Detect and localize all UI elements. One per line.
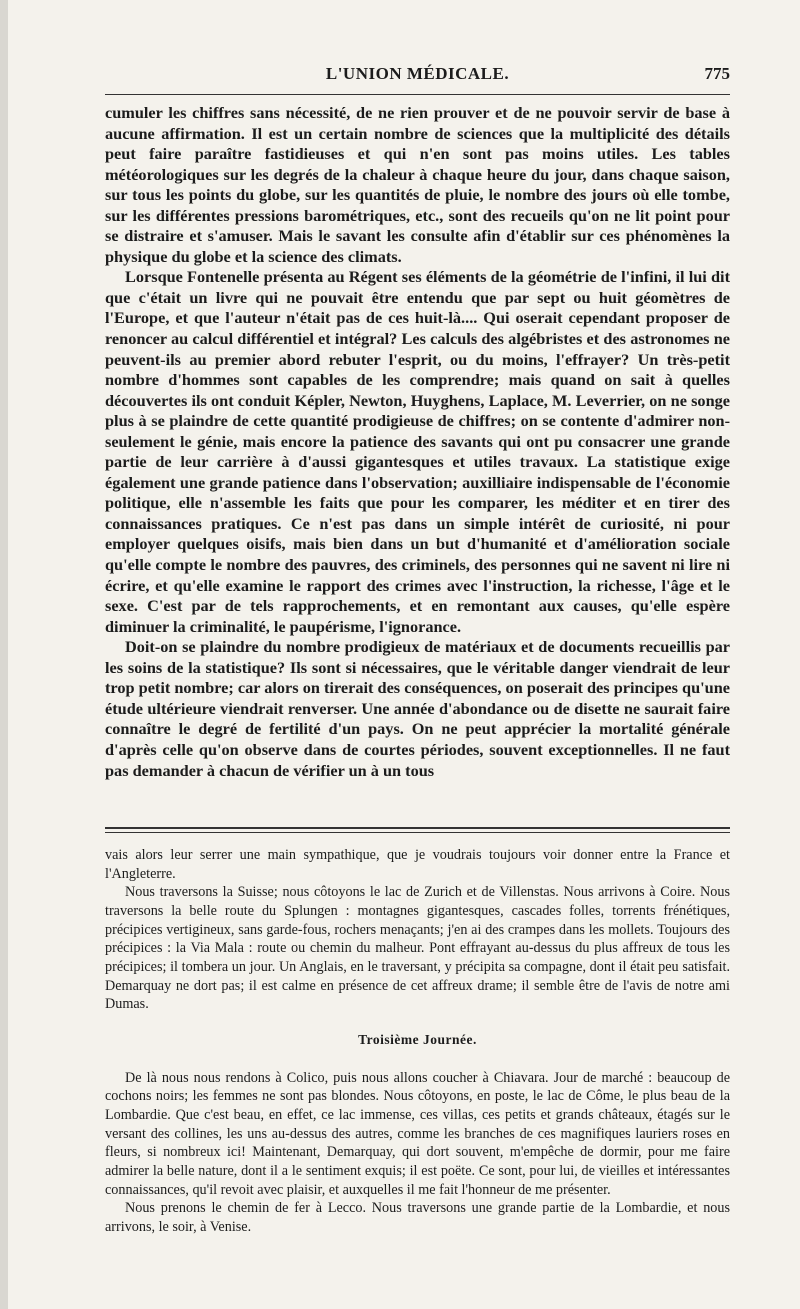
page-edge-shadow	[0, 0, 8, 1309]
main-paragraph-3: Doit-on se plaindre du nombre prodigieux de matériaux et de documents recueillis par les soins de la statistique? Ils sont si nécessaires, que le véritable danger viendrait de leur trop petit nombre; car alors on tirerait des conséquences, on poserait des principes qu'une étude ultérieure viendrait renverser. Une année d'abondance ou de disette ne saurait faire connaître le degré de fertilité d'un pays. On ne peut apprécier la mortalité générale d'après celle qu'on observe dans de courtes périodes, souvent exceptionnelles. Il ne faut pas demander à chacun de vérifier un à un tous	[105, 637, 730, 780]
main-text	[105, 103, 730, 781]
journal-title: L'UNION MÉDICALE.	[325, 64, 510, 83]
footnote-separator	[105, 827, 730, 833]
page-number: 775	[704, 64, 730, 83]
running-header	[105, 60, 730, 90]
header-rule	[105, 94, 730, 95]
note-paragraph-4: Nous prenons le chemin de fer à Lecco. Nous traversons une grande partie de la Lombardie, et nous arrivons, le soir, à Venise.	[105, 1200, 730, 1235]
note-paragraph-2: Nous traversons la Suisse; nous côtoyons le lac de Zurich et de Villenstas. Nous arrivons à Coire. Nous traversons la belle route du Splungen : montagnes gigantesques, cascades folles, torrents frénétiques, précipices vertigineux, sans garde-fous, rochers menaçants; j'en ai des crampes dans les mollets. Toujours des précipices : la Via Mala : route ou chemin du malheur. Pont effrayant au-dessus du plus affreux de tous les précipices; il tombera un jour. Un Anglais, en le traversant, y précipita sa compagne, dont il était peu satisfait. Demarquay ne dort pas; il est calme en présence de cet affreux drame; il semble être de l'avis de notre ami Dumas.	[105, 884, 730, 1013]
feuilleton-text	[105, 846, 730, 1236]
note-paragraph-1: vais alors leur serrer une main sympathique, que je voudrais toujours voir donner entre la France et l'Angleterre.	[105, 847, 730, 882]
main-paragraph-1: cumuler les chiffres sans nécessité, de ne rien prouver et de ne pouvoir servir de base à aucune affirmation. Il est un certain nombre de sciences que la multiplicité des détails peut faire paraître fastidieuses et qui n'en sont pas moins utiles. Les tables météorologiques sur les degrés de la chaleur à chaque heure du jour, dans chaque saison, sur tous les points du globe, sur les quantités de pluie, le nombre des jours où elle tombe, sur les différentes pressions barométriques, etc., sont des recueils qu'on ne lit point pour se distraire et s'amuser. Mais le savant les consulte afin d'établir sur ces phénomènes la physique du globe et la science des climats.	[105, 103, 730, 266]
note-paragraph-3: De là nous nous rendons à Colico, puis nous allons coucher à Chiavara. Jour de marché : beaucoup de cochons noirs; les femmes ne sont pas blondes. Nous côtoyons, en poste, le lac de Côme, le plus beau de la Lombardie. Que c'est beau, en effet, ce lac immense, ces villas, ces petits et grands châteaux, étagés sur le versant des collines, les uns au-dessus des autres, comme les branches de ces magnifiques lauriers roses en fleurs, si nombreux ici! Maintenant, Demarquay, qui dort souvent, m'empêche de dormir, pour me faire admirer la belle nature, dont il a le sentiment exquis; il est poëte. Ce sont, pour lui, de vieilles et intéressantes connaissances, qu'il revoit avec plaisir, et auxquelles il me fait l'honneur de me présenter.	[105, 1069, 730, 1198]
section-title: Troisième Journée.	[358, 1031, 477, 1047]
main-paragraph-2: Lorsque Fontenelle présenta au Régent ses éléments de la géométrie de l'infini, il lui dit que c'était un livre qui ne pouvait être entendu que par sept ou huit géomètres de l'Europe, et que l'auteur n'était pas de ces huit-là.... Qui oserait cependant proposer de renoncer au calcul différentiel et intégral? Les calculs des algébristes et des astronomes ne peuvent-ils au premier abord rebuter l'esprit, ou du moins, l'effrayer? Un très-petit nombre d'hommes sont capables de les comprendre; mais quand on sait à quelles découvertes ils ont conduit Képler, Newton, Huyghens, Laplace, M. Leverrier, on ne songe plus à se plaindre de cette quantité prodigieuse de chiffres; on se contente d'admirer non-seulement le génie, mais encore la patience des savants qui ont pu consacrer une grande partie de leur carrière à d'aussi gigantesques et utiles travaux. La statistique exige également une grande patience dans l'observation; auxilliaire indispensable de l'économie politique, elle n'assemble les faits que pour les comparer, les méditer et en tirer des connaissances pratiques. Ce n'est pas dans un simple intérêt de curiosité, ni pour employer quelques oisifs, mais bien dans un but d'humanité et d'amélioration sociale qu'elle compte le nombre des pauvres, des criminels, des personnes qui ne savent ni lire ni écrire, et qu'elle examine le rapport des crimes avec l'instruction, la richesse, l'âge et le sexe. C'est par de tels rapprochements, et en remontant aux causes, qu'elle espère diminuer la criminalité, le paupérisme, l'ignorance.	[105, 267, 730, 636]
